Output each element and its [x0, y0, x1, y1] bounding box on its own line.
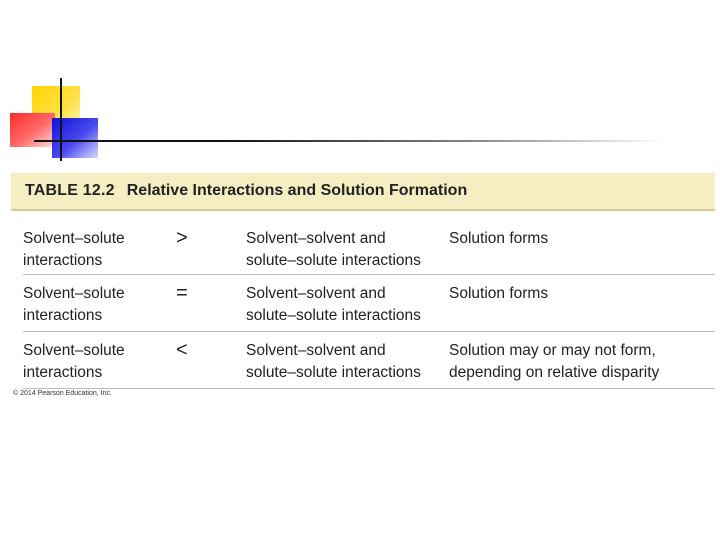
row-subject: Solvent–solute interactions	[23, 285, 125, 324]
table-number: TABLE 12.2	[25, 182, 115, 199]
row-relation: =	[176, 282, 188, 304]
row-result: Solution forms	[449, 285, 549, 302]
row-relation: >	[176, 227, 188, 249]
table-row	[23, 332, 715, 389]
row-comparison: Solvent–solvent and solute–solute interactions	[246, 230, 421, 269]
row-subject: Solvent–solute interactions	[23, 230, 125, 269]
table-row	[23, 275, 715, 332]
row-relation: <	[176, 339, 188, 361]
table-title: Relative Interactions and Solution Formation	[126, 182, 468, 199]
copyright-notice: © 2014 Pearson Education, Inc.	[13, 390, 112, 397]
row-subject: Solvent–solute interactions	[23, 342, 125, 381]
row-comparison: Solvent–solvent and solute–solute interactions	[246, 342, 421, 381]
row-comparison: Solvent–solvent and solute–solute interactions	[246, 285, 421, 324]
row-result: Solution forms	[449, 230, 549, 247]
table-row	[23, 220, 715, 275]
decoration-vertical-line	[60, 78, 62, 161]
table-header	[11, 173, 715, 211]
decoration-blue-square	[52, 118, 98, 158]
decoration-horizontal-line	[34, 140, 664, 142]
row-result: Solution may or may not form, depending on relative disparity	[449, 342, 660, 381]
data-table	[11, 173, 715, 389]
